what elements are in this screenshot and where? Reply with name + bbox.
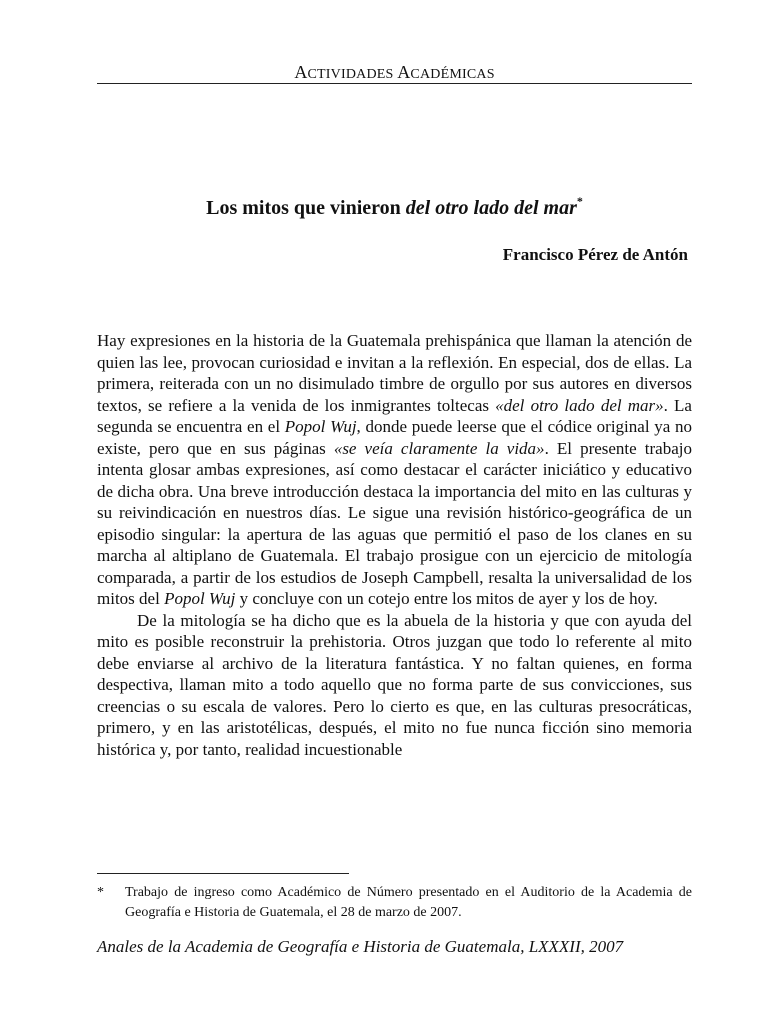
title-plain: Los mitos que vinieron — [206, 197, 406, 219]
paragraph-1 — [97, 330, 692, 610]
p1-text-3: , donde puede leerse que el códice original ya no existe, pero que en sus páginas — [97, 417, 693, 458]
author-name: Francisco Pérez de Antón — [502, 245, 688, 264]
p1-text-1: Hay expresiones en la historia de la Guatemala prehispánica que llaman la atención de quien las lee, provocan curiosidad e invitan a la reflexión. En especial, dos de ellas. La primera, reiterada con un no disimulado timbre de orgullo por sus autores en diversos textos, se refiere a la venida de los inmigrantes toltecas — [97, 331, 692, 415]
header-rule — [97, 83, 692, 84]
title-italic: del otro lado del mar — [405, 197, 577, 219]
p1-text-2: . La segunda se encuentra en el — [97, 395, 692, 436]
header-cap-2: A — [397, 62, 411, 82]
paragraph-2: De la mitología se ha dicho que es la abuela de la historia y que con ayuda del mito es posible reconstruir la prehistoria. Otros juzgan que todo lo referente al mito debe enviarse al archivo de la literatura fantástica. Y no faltan quienes, en forma despectiva, llaman mito a todo aquello que no forma parte de sus convicciones, sus creencias o su escala de valores. Pero lo cierto es que, en las culturas presocráticas, primero, y en las aristotélicas, después, el mito no fue nunca ficción sino memoria histórica y, por tanto, realidad incuestionable — [97, 610, 692, 759]
article-body — [97, 330, 692, 760]
p1-italic-4: Popol Wuj — [164, 589, 236, 608]
header-text-2: CADÉMICAS — [410, 67, 495, 82]
p1-text-4: . El presente trabajo intenta glosar ambas expresiones, así como destacar el carácter iniciático y educativo de dicha obra. Una breve introducción destaca la importancia del mito en las culturas y su reivindicación en nuestros días. Le sigue una revisión histórico-geográfica de un episodio singular: la apertura de las aguas que permitió el paso de los clanes en su marcha al altiplano de Guatemala. El trabajo prosigue con un ejercicio de mitología comparada, a partir de los estudios de Joseph Campbell, resalta la universalidad de los mitos del — [97, 438, 692, 608]
running-header — [97, 62, 692, 83]
footnote-marker: * — [97, 885, 104, 900]
header-cap-1: A — [294, 62, 308, 82]
p1-italic-2: Popol Wuj — [284, 417, 357, 436]
footnote-text: Trabajo de ingreso como Académico de Número presentado en el Auditorio de la Academia de Geografía e Historia de Guatemala, el 28 de marzo de 2007. — [125, 885, 692, 920]
header-text-1: CTIVIDADES — [307, 67, 398, 82]
footnote — [97, 883, 692, 923]
p1-italic-3: «se veía claramente la vida» — [333, 438, 545, 458]
p1-italic-1: «del otro lado del mar» — [495, 395, 664, 415]
title-footnote-marker: * — [576, 194, 583, 208]
footnote-rule — [97, 873, 349, 874]
journal-footer: Anales de la Academia de Geografía e Historia de Guatemala, LXXXII, 2007 — [97, 937, 624, 956]
p1-text-5: y concluye con un cotejo entre los mitos de ayer y los de hoy. — [235, 589, 658, 608]
article-title — [97, 194, 692, 220]
